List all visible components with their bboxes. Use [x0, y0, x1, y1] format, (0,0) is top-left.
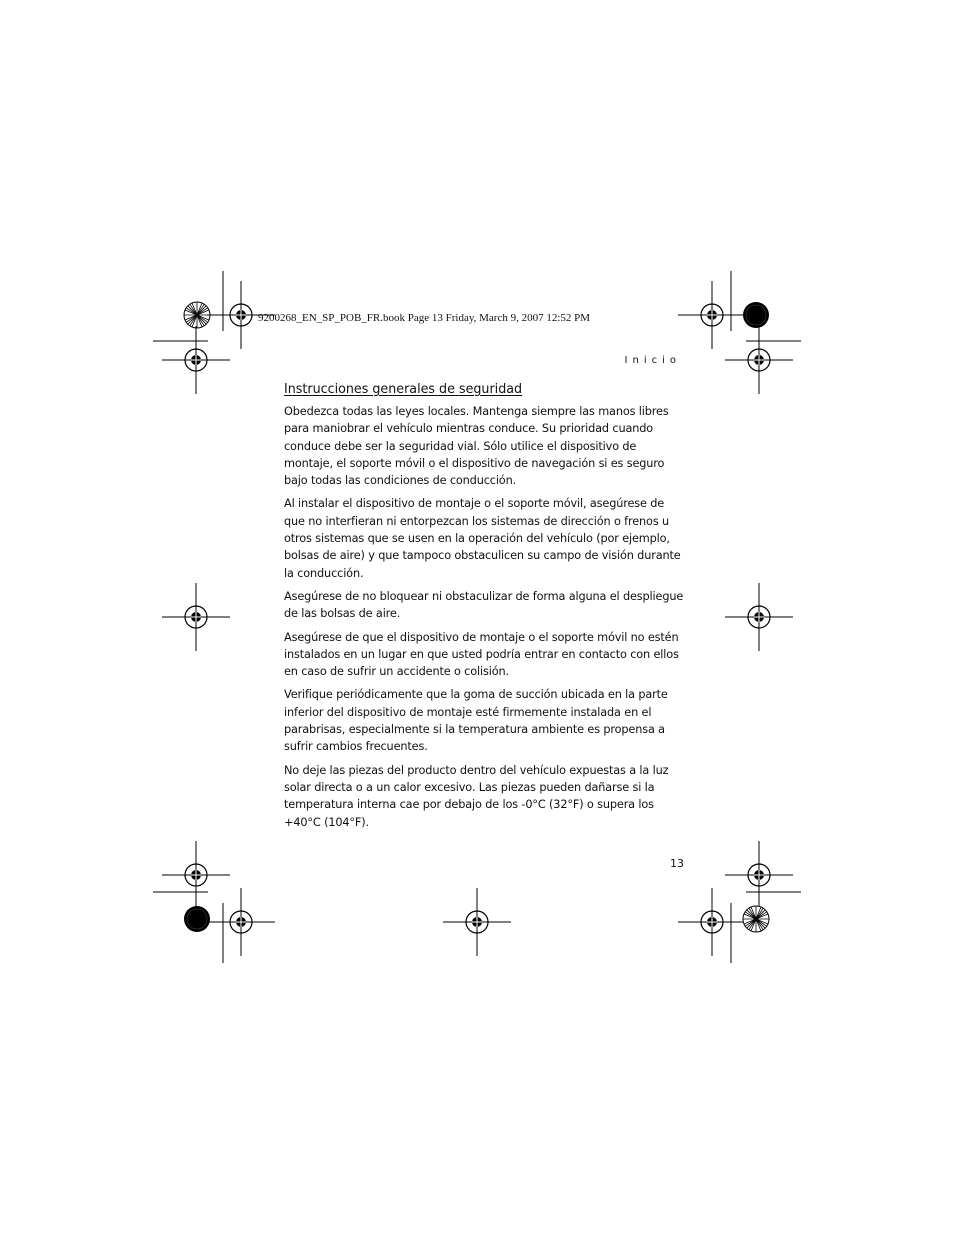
section-title: Instrucciones generales de seguridad: [284, 381, 523, 397]
page-number: 13: [670, 857, 684, 870]
running-head: Inicio: [624, 355, 681, 366]
paragraph-2: Al instalar el dispositivo de montaje o el soporte móvil, asegúrese de que no interfieran ni entorpezcan los sistemas de dirección o frenos u otros sistemas que se usen en la operación del vehículo (por ejemplo, bolsas de aire) y que tampoco obstaculicen su campo de visión durante la conducción.: [284, 497, 681, 580]
paragraph-6: No deje las piezas del producto dentro del vehículo expuestas a la luz solar directa o a un calor excesivo. Las piezas pueden dañarse si la temperatura interna cae por debajo de los -0°C (32°F) o supera los +40°C (104°F).: [284, 763, 669, 829]
main-content: [284, 381, 684, 837]
paragraph-4: Asegúrese de que el dispositivo de montaje o el soporte móvil no estén instalados en un lugar en que usted podría entrar en contacto con ellos en caso de sufrir un accidente o colisión.: [284, 630, 679, 679]
paragraph-5: Verifique periódicamente que la goma de succión ubicada en la parte inferior del dispositivo de montaje esté firmemente instalada en el parabrisas, especialmente si la temperatura ambiente es propensa a sufrir cambios frecuentes.: [284, 688, 668, 754]
print-header: 9200268_EN_SP_POB_FR.book Page 13 Friday, March 9, 2007 12:52 PM: [258, 312, 591, 324]
paragraph-1: Obedezca todas las leyes locales. Mantenga siempre las manos libres para maniobrar el vehículo mientras conduce. Su prioridad cuando conduce debe ser la seguridad vial. Sólo utilice el dispositivo de montaje, el soporte móvil o el dispositivo de navegación si es seguro bajo todas las condiciones de conducción.: [284, 405, 669, 488]
paragraph-3: Asegúrese de no bloquear ni obstaculizar de forma alguna el despliegue de las bolsas de aire.: [284, 589, 684, 621]
